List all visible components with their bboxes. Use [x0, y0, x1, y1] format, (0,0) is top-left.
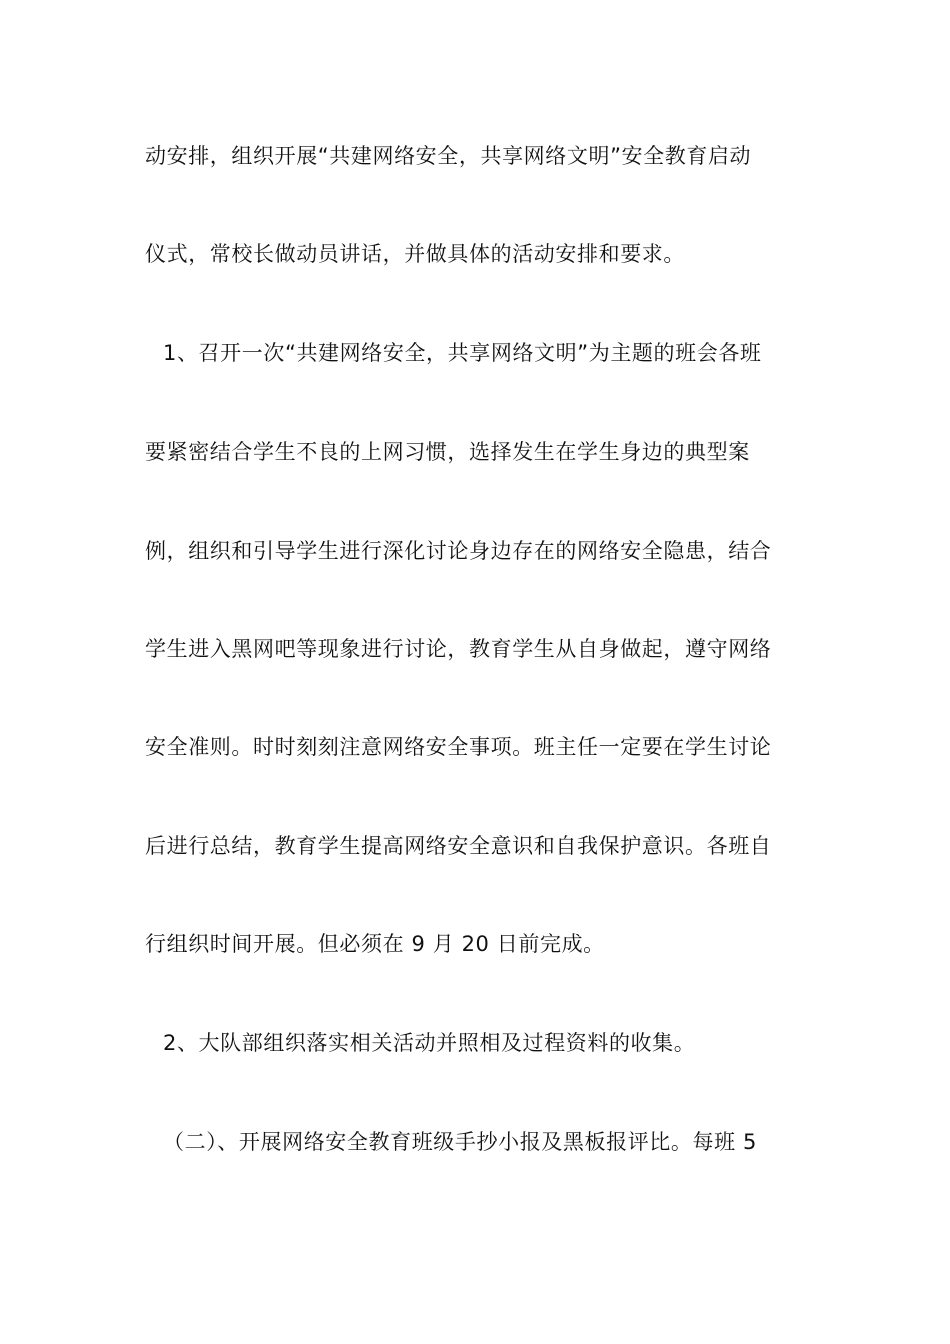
section-heading-two: （二）、开展网络安全教育班级手抄小报及黑板报评比。每班 5 [163, 1130, 757, 1154]
numbered-item-2: 2、大队部组织落实相关活动并照相及过程资料的收集。 [163, 1031, 696, 1055]
numbered-item-1-line-5: 安全准则。时时刻刻注意网络安全事项。班主任一定要在学生讨论 [145, 735, 772, 759]
numbered-item-1-line-7: 行组织时间开展。但必须在 9 月 20 日前完成。 [145, 932, 605, 956]
numbered-item-1-line-4: 学生进入黑网吧等现象进行讨论，教育学生从自身做起，遵守网络 [145, 637, 772, 661]
numbered-item-1-line-2: 要紧密结合学生不良的上网习惯，选择发生在学生身边的典型案 [145, 440, 750, 464]
numbered-item-1-line-1: 1、召开一次“共建网络安全，共享网络文明”为主题的班会各班 [163, 341, 762, 365]
paragraph-line-2: 仪式，常校长做动员讲话，并做具体的活动安排和要求。 [145, 242, 685, 266]
numbered-item-1-line-3: 例，组织和引导学生进行深化讨论身边存在的网络安全隐患，结合 [145, 539, 772, 563]
paragraph-line-1: 动安排，组织开展“共建网络安全，共享网络文明”安全教育启动 [145, 144, 752, 168]
numbered-item-1-line-6: 后进行总结，教育学生提高网络安全意识和自我保护意识。各班自 [145, 834, 772, 858]
